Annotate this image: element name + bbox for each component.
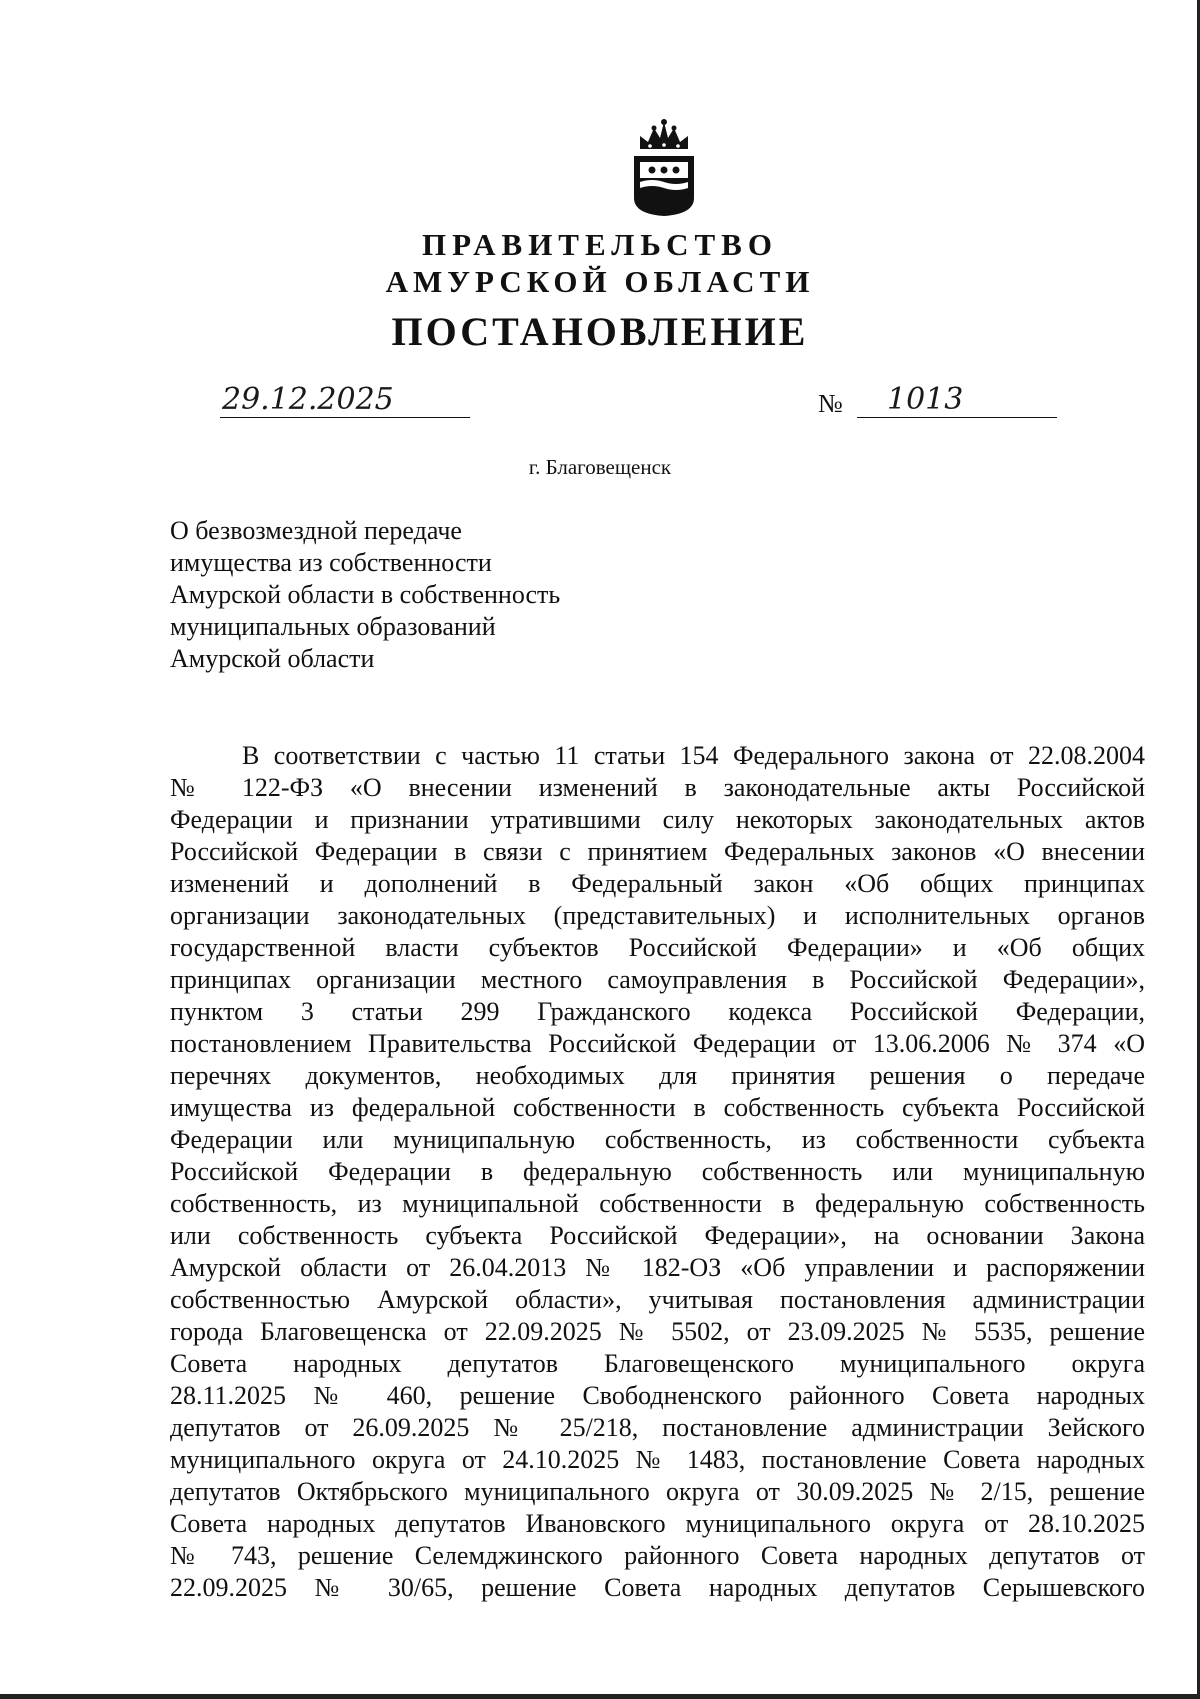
body-line: собственностью Амурской области», учитывая постановления администрации: [170, 1285, 1145, 1314]
organization-name-line-2: АМУРСКОЙ ОБЛАСТИ: [385, 264, 815, 299]
handwritten-date: 29.12.2025: [222, 382, 394, 417]
city-name: г. Благовещенск: [528, 455, 672, 479]
number-field: [857, 382, 1057, 418]
body-line: Российской Федерации в связи с принятием Федеральных законов «О внесении: [170, 837, 1145, 866]
body-line: № 743, решение Селемджинского районного Совета народных депутатов от: [170, 1541, 1145, 1570]
body-line: Амурской области от 26.04.2013 № 182-ОЗ «Об управлении и распоряжении: [170, 1253, 1145, 1282]
body-line: Российской Федерации в федеральную собственность или муниципальную: [170, 1157, 1145, 1186]
body-line: изменений и дополнений в Федеральный закон «Об общих принципах: [170, 869, 1145, 898]
body-line: города Благовещенска от 22.09.2025 № 5502, от 23.09.2025 № 5535, решение: [170, 1317, 1145, 1346]
body-line: перечнях документов, необходимых для принятия решения о передаче: [170, 1061, 1145, 1090]
body-line: В соответствии с частью 11 статьи 154 Федерального закона от 22.08.2004: [242, 741, 1145, 770]
organization-name-line-1: ПРАВИТЕЛЬСТВО: [422, 227, 778, 262]
subject-line: Амурской области в собственность: [170, 580, 561, 609]
document-subject: [170, 515, 690, 675]
subject-line: муниципальных образований: [170, 612, 496, 641]
body-line: 28.11.2025 № 460, решение Свободненского районного Совета народных: [170, 1381, 1145, 1410]
body-line: пунктом 3 статьи 299 Гражданского кодекса Российской Федерации,: [170, 997, 1145, 1026]
body-line: государственной власти субъектов Российской Федерации» и «Об общих: [170, 933, 1145, 962]
body-line: 22.09.2025 № 30/65, решение Совета народных депутатов Серышевского: [170, 1573, 1145, 1602]
body-line: постановлением Правительства Российской Федерации от 13.06.2006 № 374 «О: [170, 1029, 1145, 1058]
body-line: депутатов Октябрьского муниципального округа от 30.09.2025 № 2/15, решение: [170, 1477, 1145, 1506]
date-field: [220, 382, 470, 418]
body-line: собственность, из муниципальной собственности в федеральную собственность: [170, 1189, 1145, 1218]
subject-line: имущества из собственности: [170, 548, 492, 577]
body-line: депутатов от 26.09.2025 № 25/218, постановление администрации Зейского: [170, 1413, 1145, 1442]
scan-edge-bottom: [0, 1694, 1200, 1699]
body-line: имущества из федеральной собственности в собственность субъекта Российской: [170, 1093, 1145, 1122]
body-line: № 122-ФЗ «О внесении изменений в законодательные акты Российской: [170, 773, 1145, 802]
body-line: организации законодательных (представительных) и исполнительных органов: [170, 901, 1145, 930]
body-line: Федерации или муниципальную собственность, из собственности субъекта: [170, 1125, 1145, 1154]
coat-of-arms-icon: [626, 118, 702, 218]
subject-line: О безвозмездной передаче: [170, 516, 462, 545]
document-body: [170, 740, 1145, 1604]
body-line: муниципального округа от 24.10.2025 № 1483, постановление Совета народных: [170, 1445, 1145, 1474]
body-line: Совета народных депутатов Ивановского муниципального округа от 28.10.2025: [170, 1509, 1145, 1538]
body-line: или собственность субъекта Российской Федерации», на основании Закона: [170, 1221, 1145, 1250]
number-label: №: [818, 389, 843, 418]
subject-line: Амурской области: [170, 644, 375, 673]
document-type-title: ПОСТАНОВЛЕНИЕ: [391, 309, 809, 354]
body-line: Совета народных депутатов Благовещенского муниципального округа: [170, 1349, 1145, 1378]
handwritten-number: 1013: [887, 382, 964, 417]
body-line: принципах организации местного самоуправления в Российской Федерации»,: [170, 965, 1145, 994]
body-line: Федерации и признании утратившими силу некоторых законодательных актов: [170, 805, 1145, 834]
